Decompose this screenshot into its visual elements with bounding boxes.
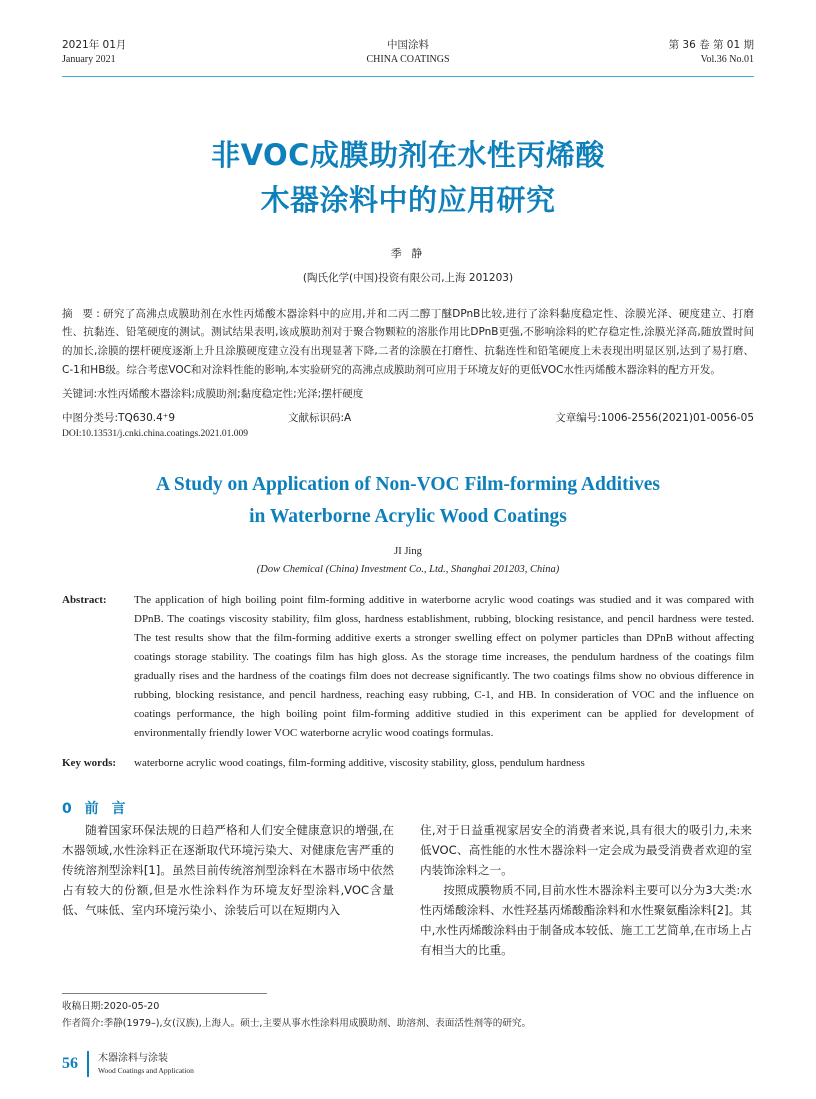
section-number: 0 (62, 801, 76, 818)
affiliation-cn: (陶氏化学(中国)投资有限公司,上海 201203) (302, 271, 514, 284)
section-title: 前 言 (84, 801, 130, 818)
paragraph: 住,对于日益重视家居安全的消费者来说,具有很大的吸引力,未来低VOC、高性能的水性木器涂料一定会成为最受消费者欢迎的室内装饰涂料之一。 (420, 823, 752, 878)
journal-name-cn: 中国涂料 (387, 39, 429, 51)
clc-label: 中图分类号: (62, 412, 119, 425)
footer-section-cn: 木器涂料与涂装 (98, 1053, 168, 1065)
paper-title-cn-line1: 非VOC成膜助剂在水性丙烯酸 (211, 137, 605, 172)
article-number (514, 410, 754, 425)
abstract-en-label: Abstract: (62, 594, 107, 607)
document-code-value: A (344, 412, 352, 425)
keywords-cn (62, 386, 754, 404)
page-footer (62, 1051, 194, 1077)
abstract-cn-text: 研究了高沸点成膜助剂在水性丙烯酸木器涂料中的应用,并和二丙二醇丁醚DPnB比较,进行了涂料黏度稳定性、涂膜光泽、硬度建立、打磨性、抗黏连、铅笔硬度的测试。测试结果表明,该成膜助剂对于聚合物颗粒的溶胀作用比DPnB更强,不影响涂料的贮存稳定性,涂膜光泽高,随放置时间的加长,涂膜的摆杆硬度逐渐上升且涂膜硬度建立没有出现显著下降,二者的涂膜在打磨性、抗黏连性和铅笔硬度上未表现出明显区别,达到了易打磨、C-1和HB级。综合考虑VOC和对涂料性能的影响,本实验研究的高沸点成膜助剂可应用于环境友好的更低VOC水性丙烯酸木器涂料的配方开发。 (62, 307, 754, 376)
paper-metadata (62, 410, 754, 425)
paper-title-cn-line2: 木器涂料中的应用研究 (260, 182, 556, 217)
footer-divider (87, 1051, 89, 1077)
volume-issue-cn: 第 36 卷 第 01 期 (668, 39, 754, 51)
keywords-en-label: Key words: (62, 756, 117, 769)
keywords-cn-text: 水性丙烯酸木器涂料;成膜助剂;黏度稳定性;光泽;摆杆硬度 (97, 388, 364, 401)
paragraph: 随着国家环保法规的日趋严格和人们安全健康意识的增强,在木器领域,水性涂料正在逐渐取代环境污染大、对健康危害严重的传统溶剂型涂料[1]。虽然目前传统溶剂型涂料在木器市场中依然占有较大的份额,但是水性涂料作为环境友好型涂料,VOC含量低、气味低、室内环境污染小、涂装后可以在短期内入 (62, 823, 394, 917)
issue-date-cn: 2021年 01月 (62, 39, 127, 51)
header-divider (62, 76, 754, 77)
running-head (62, 38, 754, 74)
footer-journal-section (98, 1053, 194, 1075)
clc-number (62, 410, 277, 425)
author-biography: 作者简介:季静(1979–),女(汉族),上海人。硕士,主要从事水性涂料用成膜助剂、助溶剂、表面活性剂等的研究。 (62, 1018, 532, 1030)
abstract-en (62, 591, 754, 742)
section-heading (62, 798, 754, 818)
article-number-value: 1006-2556(2021)01-0056-05 (600, 412, 754, 425)
keywords-en-text: waterborne acrylic wood coatings, film-forming additive, viscosity stability, gloss, pendulum hardness (134, 756, 585, 769)
body-column-right (420, 821, 752, 961)
paragraph: 按照成膜物质不同,目前水性木器涂料主要可以分为3大类:水性丙烯酸涂料、水性羟基丙烯酸酯涂料和水性聚氨酯涂料[2]。其中,水性丙烯酸涂料由于制备成本较低、施工工艺简单,在市场上占有相当大的比重。 (420, 883, 752, 957)
running-head-left (62, 38, 272, 68)
journal-name-en: CHINA COATINGS (366, 54, 450, 66)
body-columns (62, 821, 754, 961)
issue-date-en: January 2021 (62, 54, 116, 66)
running-head-right (544, 38, 754, 68)
document-code-label: 文献标识码: (288, 412, 345, 425)
abstract-en-text: The application of high boiling point film-forming additive in waterborne acrylic wood coatings was studied and it was compared with DPnB. The coatings viscosity stability, film gloss, hardness establishment, rubbing, blocking resistance, and pencil hardness were tested. The test results show that the film-forming additive exerts a stronger swelling effect on polymer particles than DPnB without affecting coatings storage stability. The coatings film has high gloss. As the storage time increases, the pendulum hardness of the coatings film gradually rises and the hardness of the coatings film does not decrease significantly. The two coatings films show no obvious difference in rubbing, blocking resistance, and pencil hardness, reaching easy rubbing, C-1, and HB. In consideration of VOC and the influence on coatings performance, the high boiling point film-forming additive studied in this experiment can be applied for development of environmentally friendly lower VOC waterborne acrylic wood coatings formulas. (134, 594, 754, 739)
page-number: 56 (62, 1055, 78, 1072)
clc-value: TQ630.4⁺9 (118, 412, 176, 425)
document-code (288, 410, 503, 425)
footer-section-en: Wood Coatings and Application (98, 1065, 194, 1075)
title-block (62, 133, 754, 285)
keywords-en (62, 755, 754, 773)
footnote-divider (62, 993, 267, 994)
keywords-cn-label: 关键词: (62, 388, 98, 401)
paper-title-en-line1: A Study on Application of Non-VOC Film-forming Additives (156, 474, 660, 496)
article-number-label: 文章编号: (555, 412, 601, 425)
footnotes (62, 993, 754, 1033)
running-head-center (298, 38, 518, 68)
abstract-cn-label: 摘 要: (62, 307, 103, 320)
authors-en: JI Jing (394, 546, 422, 558)
volume-issue-en: Vol.36 No.01 (700, 54, 754, 66)
paper-title-en-line2: in Waterborne Acrylic Wood Coatings (249, 505, 567, 527)
affiliation-en: (Dow Chemical (China) Investment Co., Ltd., Shanghai 201203, China) (256, 564, 560, 576)
authors-cn: 季 静 (390, 246, 426, 260)
doi: DOI:10.13531/j.cnki.china.coatings.2021.01.009 (62, 429, 249, 440)
received-date: 收稿日期:2020-05-20 (62, 1001, 160, 1013)
abstract-cn (62, 305, 754, 380)
body-column-left (62, 821, 394, 961)
